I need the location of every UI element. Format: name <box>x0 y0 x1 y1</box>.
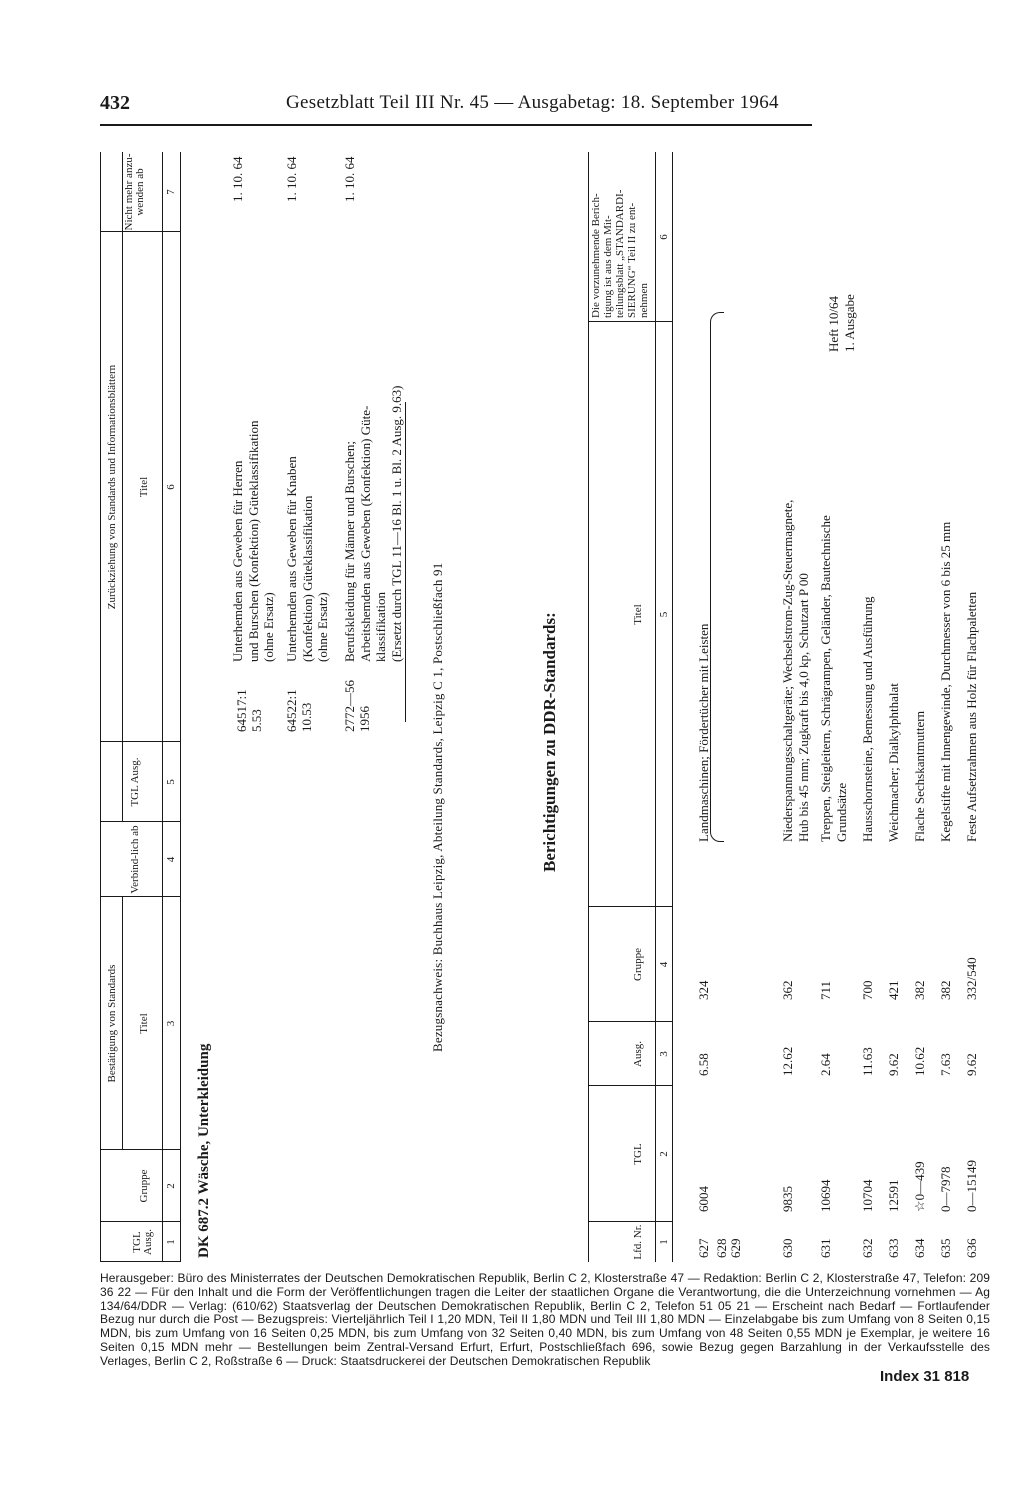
heft-line: 1. Ausgabe <box>842 294 857 352</box>
title-line: Unterhemden aus Geweben für Herren <box>230 460 245 662</box>
cell-title: Niederspannungsschaltgeräte; Wechselstrom-Zug-Steuermagnete, <box>780 499 795 842</box>
col-number: 7 <box>165 189 177 195</box>
bezugsnachweis: Bezugsnachweis: Buchhaus Leipzig, Abteilung Standards, Leipzig C 1, Postschließfach 91 <box>430 562 445 1052</box>
table1-bottom-rule <box>405 402 406 722</box>
col-number: 3 <box>658 1051 670 1057</box>
title-line: (Ersetzt durch TGL 11—16 Bl. 1 u. Bl. 2 Ausg. 9.63) <box>388 385 404 662</box>
tgl-number: 64522:1 <box>284 689 299 732</box>
row-tgl <box>284 689 314 732</box>
col-number: 6 <box>165 484 177 490</box>
row-date: 1. 10. 64 <box>284 156 299 202</box>
tgl-number: 64517:1 <box>234 689 249 732</box>
title-line: (Konfektion) Güteklassifikation <box>299 495 315 662</box>
cell-title: Treppen, Steigleitern, Schrägrampen, Geländer, Bautechnische <box>818 515 833 842</box>
table2-num-rule <box>672 152 673 1262</box>
group-bestaetigung: Bestätigung von Standards <box>106 964 118 1083</box>
note-line: nehmen <box>638 283 650 318</box>
cell-gruppe: 362 <box>780 980 795 1000</box>
imprint: Herausgeber: Büro des Ministerrates der Deutschen Demokratischen Republik, Berlin C 2, Klosterstraße 47 — Redaktion: Berlin C 2, Klosterstraße 47, Telefon: 209 36 22 — Für den Inhalt und die Form der Veröffentlichungen tragen die Leiter der staatlichen Organe die Verantwortung, die die Unterzeichnung vornehmen — Ag 134/64/DDR — Verlag: (610/62) Staatsverlag der Deutschen Demokratischen Republik, Berlin C 2, Telefon 51 05 21 — Erscheint nach Bedarf — Fortlaufender Bezug nur durch die Post — Bezugspreis: Vierteljährlich Teil I 1,20 MDN, Teil II 1,80 MDN und Teil III 1,80 MDN — Einzelabgabe bis zum Umfang von 8 Seiten 0,15 MDN, bis zum Umfang von 16 Seiten 0,25 MDN, bis zum Umfang von 32 Seiten 0,40 MDN, bis zum Umfang von 48 Seiten 0,55 MDN je Exemplar, je weitere 16 Seiten 0,15 MDN mehr — Bestellungen beim Zentral-Versand Erfurt, Erfurt, Postschließfach 696, sowie Bezug gegen Barzahlung in der Verkaufsstelle des Verlages, Berlin C 2, Roßstraße 6 — Druck: Staatsdruckerei der Deutschen Demokratischen Republik <box>100 1271 990 1368</box>
cell-title: Landmaschinen; Fördertücher mit Leisten <box>696 623 711 842</box>
col-gruppe: Gruppe <box>138 1169 150 1203</box>
col-ausg: Ausg. <box>632 1041 644 1067</box>
cell-lfd: 630 <box>780 1238 795 1258</box>
col-titel: Titel <box>632 604 644 625</box>
cell-ausg: 7.63 <box>938 1053 953 1076</box>
heft-line: Heft 10/64 <box>826 296 841 352</box>
cell-lfd: 631 <box>818 1238 833 1258</box>
title-line: Arbeitshemden aus Geweben (Konfektion) Güte- <box>357 405 373 662</box>
cell-lfd: 628 <box>714 1238 729 1258</box>
cell-gruppe: 711 <box>818 980 833 1000</box>
note-line: teilungsblatt „STANDARDI- <box>614 189 626 318</box>
brace <box>710 312 724 842</box>
tgl-ausgabe: 5.53 <box>249 709 264 732</box>
col-lfd-nr: Lfd. Nr. <box>632 1224 644 1260</box>
cell-gruppe: 332/540 <box>964 957 979 1000</box>
table2-top-rule <box>588 152 589 1262</box>
cell-title: Flache Sechskantmuttern <box>912 710 927 842</box>
col-number: 4 <box>658 961 670 968</box>
cell-title: Kegelstifte mit Innengewinde, Durchmesser von 6 bis 25 mm <box>938 521 953 842</box>
row-date: 1. 10. 64 <box>230 156 245 202</box>
section-heading: DK 687.2 Wäsche, Unterkleidung <box>196 1043 212 1258</box>
title-line: (ohne Ersatz) <box>315 592 330 662</box>
title-line: und Burschen (Konfektion) Güteklassifikation <box>245 420 261 662</box>
col-number: 2 <box>165 1183 177 1189</box>
note-line: tigung ist aus dem Mit- <box>602 215 614 318</box>
row-title <box>284 456 331 662</box>
col-tgl-ausg: TGL Ausg. <box>131 1229 154 1255</box>
cell-lfd: 632 <box>860 1238 875 1258</box>
cell-gruppe: 324 <box>696 980 711 1000</box>
note-line: Die vorzunehmende Berich- <box>590 193 602 318</box>
note-line: SIERUNG“ Teil II zu ent- <box>626 202 638 318</box>
section-title: Berichtigungen zu DDR-Standards: <box>540 612 559 872</box>
col-verbindlich: Verbind-lich ab <box>129 825 141 894</box>
col-titel: Titel <box>138 1013 150 1034</box>
cell-title: Weichmacher; Dialkylphthalat <box>886 683 901 842</box>
col-tgl: TGL <box>632 1143 644 1165</box>
col-number: 1 <box>658 1239 670 1245</box>
cell-tgl: ☆0—439 <box>912 1161 927 1212</box>
cell-ausg: 9.62 <box>964 1053 979 1076</box>
cell-title: Hausschornsteine, Bemessung und Ausführung <box>860 596 875 842</box>
cell-ausg: 11.63 <box>860 1047 875 1076</box>
col-nicht-mehr: Nicht mehr anzu-wenden ab <box>123 153 146 231</box>
cell-tgl: 10704 <box>860 1179 875 1212</box>
cell-tgl: 0—15149 <box>964 1160 979 1212</box>
row-tgl <box>234 689 264 732</box>
col-number: 2 <box>658 1151 670 1157</box>
cell-lfd: 635 <box>938 1238 953 1258</box>
row-title <box>230 420 277 662</box>
cell-tgl: 9835 <box>780 1186 795 1212</box>
col-number: 4 <box>165 856 177 863</box>
cell-tgl: 6004 <box>696 1186 711 1212</box>
table2-header-bottom <box>655 152 656 1262</box>
cell-ausg: 2.64 <box>818 1053 833 1076</box>
col-note <box>590 190 650 318</box>
col-number: 5 <box>165 779 177 785</box>
title-line: (ohne Ersatz) <box>261 592 276 662</box>
title-line: klassifikation <box>373 591 388 662</box>
cell-gruppe: 700 <box>860 980 875 1000</box>
cell-gruppe: 421 <box>886 980 901 1000</box>
cell-title: Hub bis 45 mm; Zugkraft bis 4,0 kp, Schutzart P 00 <box>796 573 811 842</box>
cell-ausg: 6.58 <box>696 1053 711 1076</box>
row-title <box>342 386 404 662</box>
cell-ausg: 10.62 <box>912 1046 927 1076</box>
group-rule <box>122 152 123 822</box>
rotated-content <box>100 152 979 1262</box>
index-number: Index 31 818 <box>880 1368 970 1385</box>
col-gruppe: Gruppe <box>632 948 644 981</box>
table1-top-rule <box>100 152 101 1262</box>
col-titel-2: Titel <box>138 476 150 498</box>
group-rule <box>122 897 123 1150</box>
tgl-ausgabe: 1956 <box>357 706 372 732</box>
cell-lfd: 627 <box>696 1238 711 1258</box>
cell-tgl: 10694 <box>818 1179 833 1212</box>
col-tgl-ausg-2: TGL Ausg. <box>129 757 141 807</box>
cell-lfd: 629 <box>728 1238 743 1258</box>
page-header <box>0 92 1024 132</box>
cell-gruppe: 382 <box>912 980 927 1000</box>
row-date: 1. 10. 64 <box>342 156 357 202</box>
tgl-number: 2772—56 <box>342 680 357 732</box>
cell-tgl: 0—7978 <box>938 1166 953 1212</box>
table1-header-bottom <box>180 152 181 1262</box>
tgl-ausgabe: 10.53 <box>299 702 314 732</box>
cell-tgl: 12591 <box>886 1179 901 1212</box>
cell-title: Grundsätze <box>834 782 849 842</box>
group-zurueckziehung: Zurückziehung von Standards und Informationsblättern <box>106 364 118 610</box>
header-rule <box>100 124 812 126</box>
col-number: 3 <box>165 1020 177 1027</box>
row-tgl <box>342 680 372 732</box>
cell-title: Feste Aufsetzrahmen aus Holz für Flachpaletten <box>964 591 979 842</box>
running-title: Gesetzblatt Teil III Nr. 45 — Ausgabetag: 18. September 1964 <box>286 92 779 113</box>
table1-num-rule-top <box>162 152 163 1262</box>
heft-note <box>826 294 858 352</box>
title-line: Unterhemden aus Geweben für Knaben <box>284 456 299 662</box>
col-number: 6 <box>658 234 670 240</box>
cell-ausg: 12.62 <box>780 1046 795 1076</box>
cell-ausg: 9.62 <box>886 1053 901 1076</box>
cell-lfd: 633 <box>886 1238 901 1258</box>
cell-lfd: 636 <box>964 1238 979 1258</box>
col-number: 1 <box>165 1239 177 1245</box>
page-number: 432 <box>100 92 130 114</box>
col-number: 5 <box>658 611 670 618</box>
cell-lfd: 634 <box>912 1238 927 1258</box>
title-line: Berufskleidung für Männer und Burschen; <box>342 441 357 662</box>
cell-gruppe: 382 <box>938 980 953 1000</box>
